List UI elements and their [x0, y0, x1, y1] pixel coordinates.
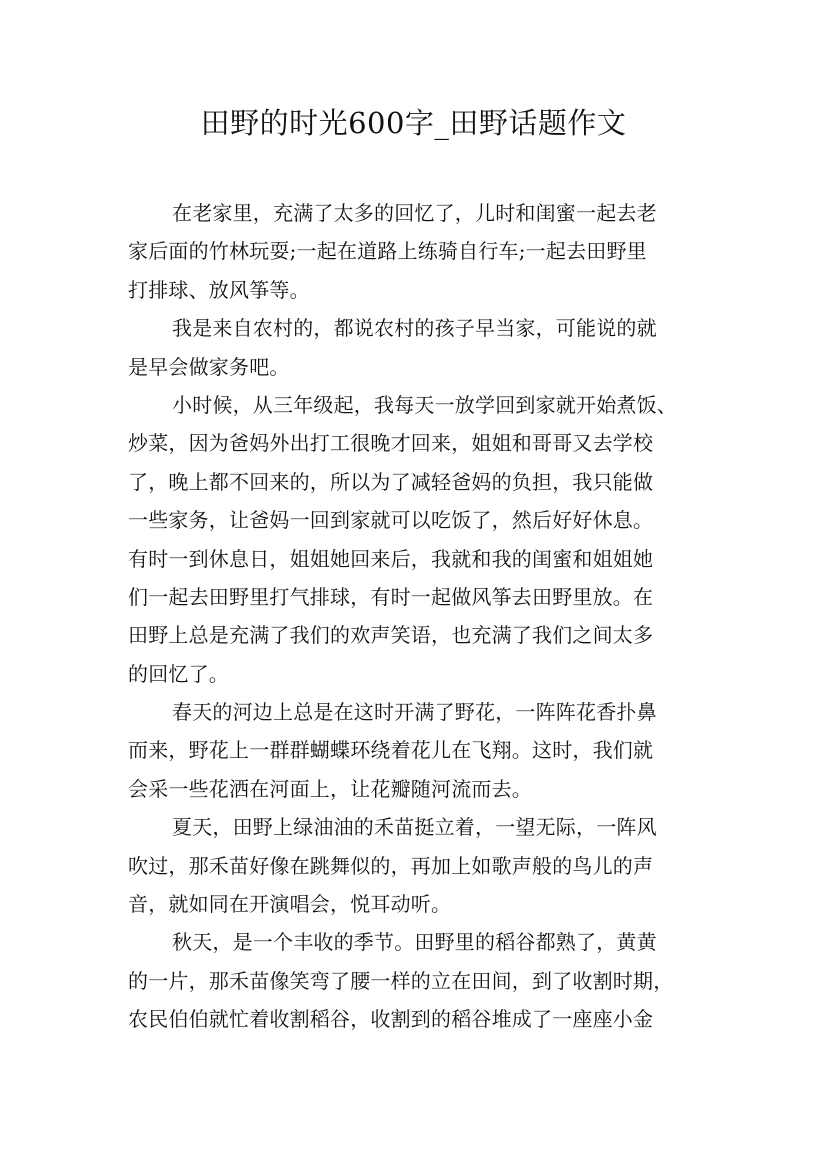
paragraph-line: 打排球、放风筝等。 [128, 277, 310, 302]
paragraph-line: 在老家里，充满了太多的回忆了，儿时和闺蜜一起去老 [172, 201, 657, 225]
paragraph-line: 而来，野花上一群群蝴蝶环绕着花儿在飞翔。这时，我们就 [128, 738, 654, 763]
document-title: 田野的时光600字_田野话题作文 [200, 106, 627, 140]
paragraph-line: 的一片，那禾苗像笑弯了腰一样的立在田间，到了收割时期， [128, 968, 674, 993]
paragraph-line: 是早会做家务吧。 [128, 354, 290, 379]
paragraph-line: 夏天，田野上绿油油的禾苗挺立着，一望无际，一阵风 [172, 815, 657, 840]
paragraph-line: 春天的河边上总是在这时开满了野花，一阵阵花香扑鼻 [172, 700, 657, 725]
paragraph-line: 炒菜，因为爸妈外出打工很晚才回来，姐姐和哥哥又去学校 [128, 431, 654, 456]
paragraph-line: 小时候，从三年级起，我每天一放学回到家就开始煮饭、 [172, 392, 677, 417]
paragraph-line: 农民伯伯就忙着收割稻谷，收割到的稻谷堆成了一座座小金 [128, 1007, 654, 1032]
paragraph-line: 有时一到休息日，姐姐她回来后，我就和我的闺蜜和姐姐她 [128, 546, 654, 571]
paragraph-line: 了，晚上都不回来的，所以为了减轻爸妈的负担，我只能做 [128, 469, 654, 494]
paragraph-line: 吹过，那禾苗好像在跳舞似的，再加上如歌声般的鸟儿的声 [128, 853, 654, 878]
paragraph-line: 我是来自农村的，都说农村的孩子早当家，可能说的就 [172, 316, 657, 341]
paragraph-line: 会采一些花洒在河面上，让花瓣随河流而去。 [128, 776, 532, 801]
paragraph-line: 田野上总是充满了我们的欢声笑语，也充满了我们之间太多 [128, 623, 654, 648]
paragraph-line: 家后面的竹林玩耍;一起在道路上练骑自行车;一起去田野里 [128, 239, 647, 264]
document-body [128, 194, 708, 1039]
paragraph-line: 秋天，是一个丰收的季节。田野里的稻谷都熟了，黄黄 [172, 930, 657, 955]
paragraph-line: 一些家务，让爸妈一回到家就可以吃饭了，然后好好休息。 [128, 508, 654, 533]
paragraph-line: 音，就如同在开演唱会，悦耳动听。 [128, 892, 452, 917]
paragraph-line: 们一起去田野里打气排球，有时一起做风筝去田野里放。在 [128, 584, 654, 609]
paragraph-line: 的回忆了。 [128, 661, 229, 686]
